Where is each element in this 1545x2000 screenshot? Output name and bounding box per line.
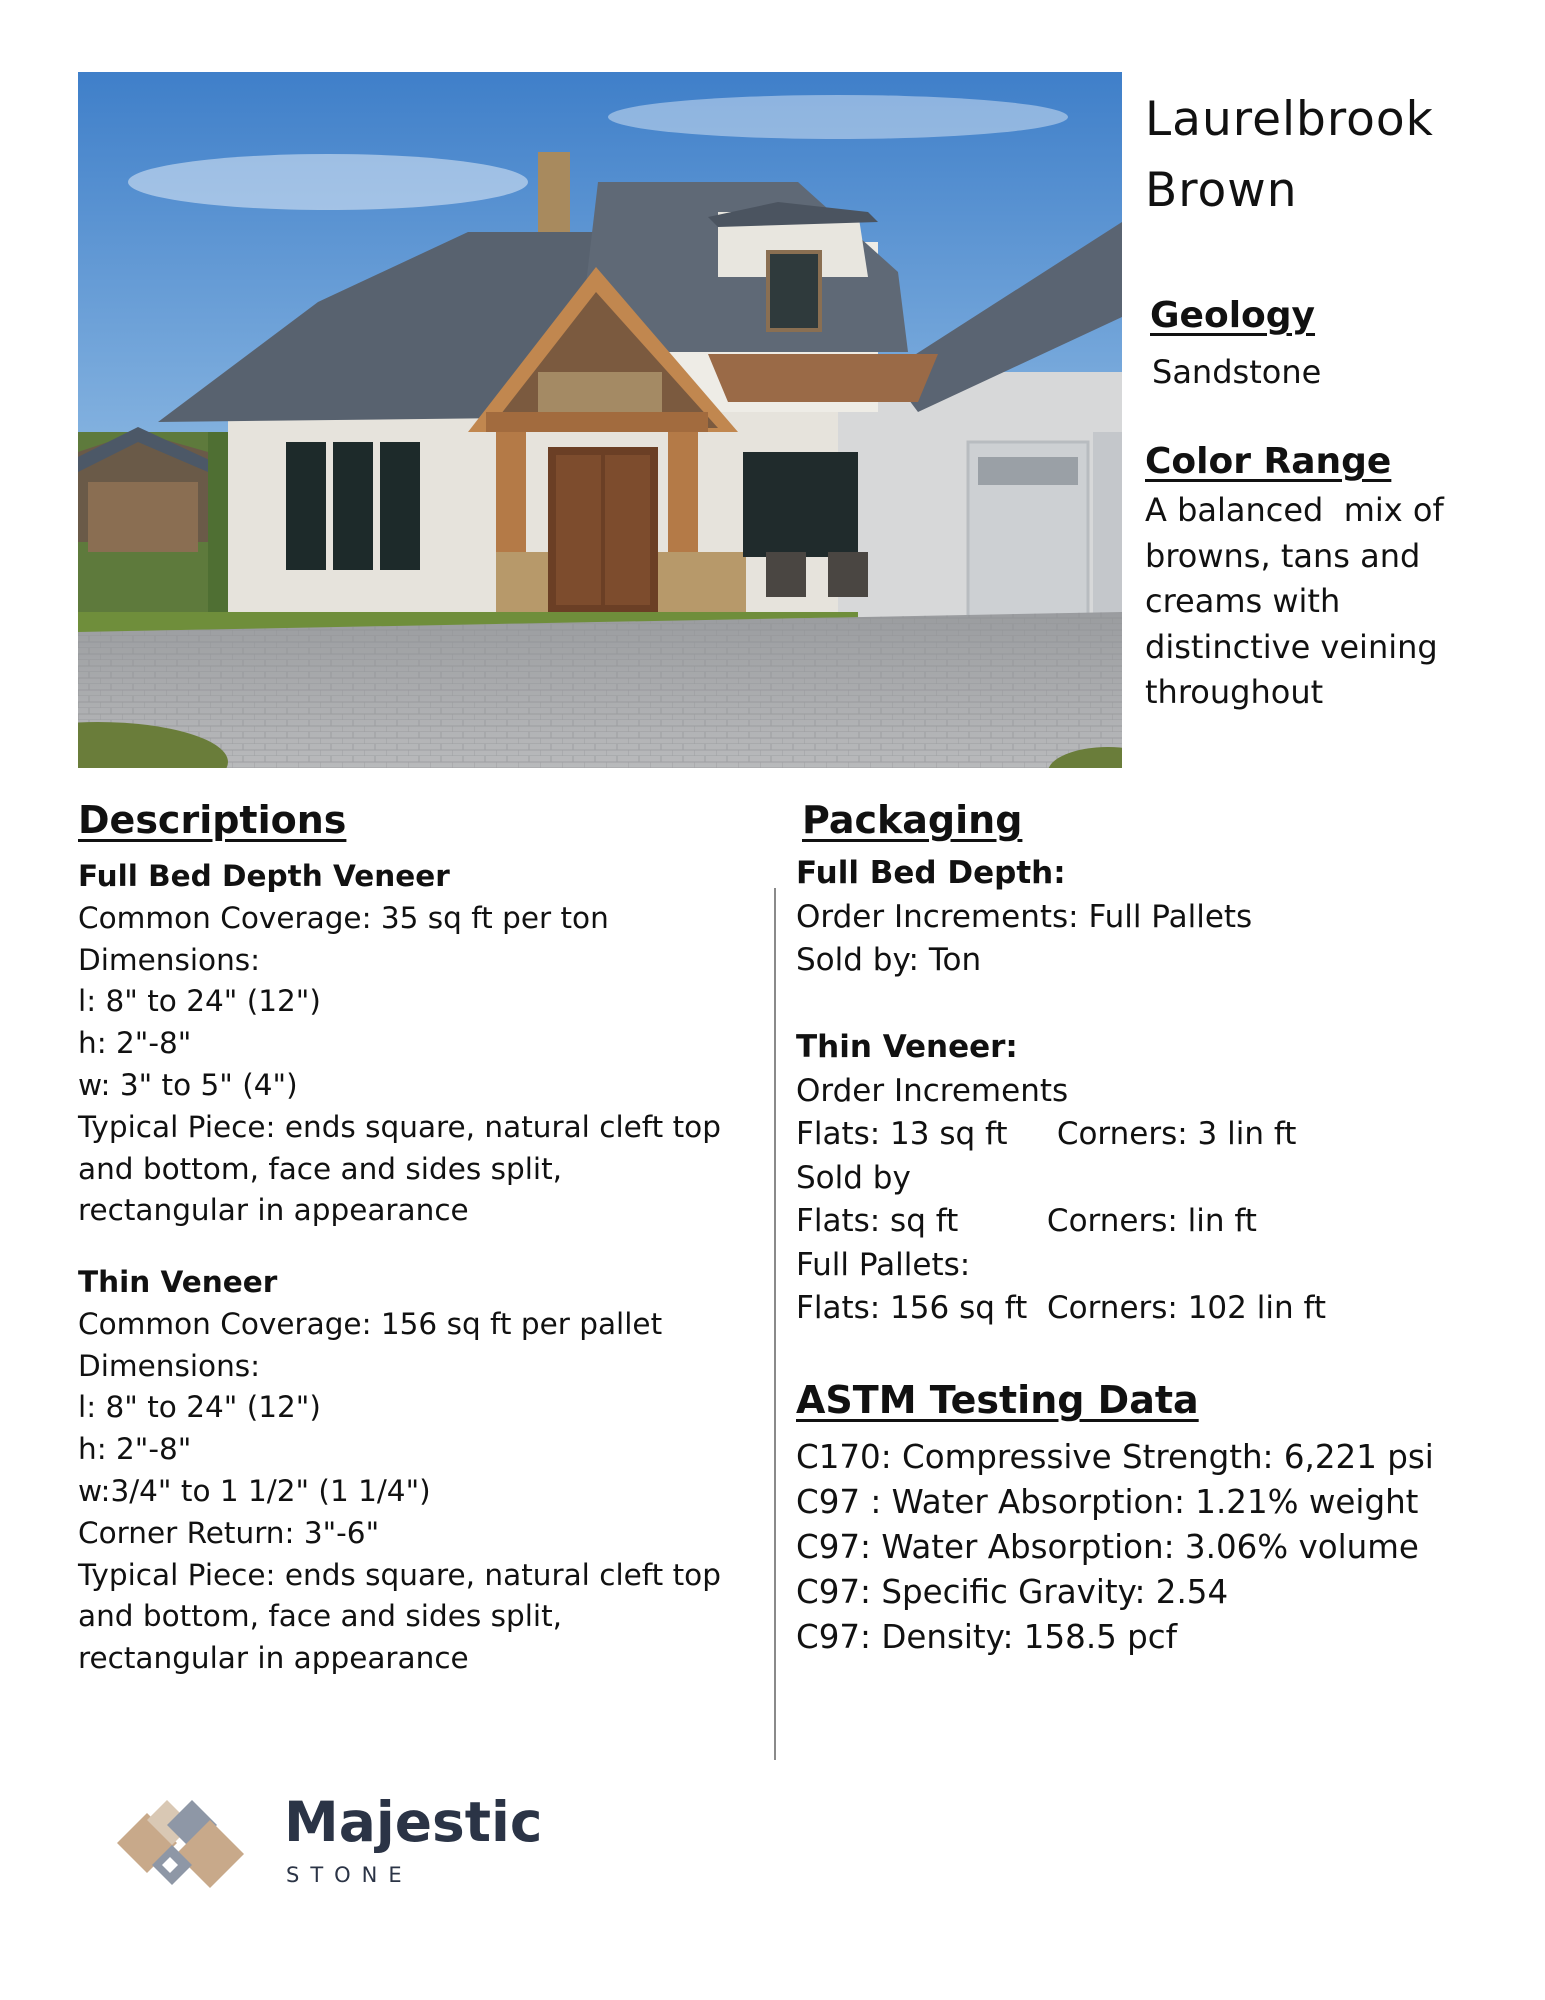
full-bed-description xyxy=(78,856,721,1232)
geology-value: Sandstone xyxy=(1152,353,1322,391)
thin-veneer-line: Common Coverage: 156 sq ft per pallet xyxy=(78,1306,663,1341)
astm-heading: ASTM Testing Data xyxy=(796,1378,1199,1422)
astm-line: C97: Density: 158.5 pcf xyxy=(796,1618,1178,1656)
thin-veneer-description xyxy=(78,1262,721,1680)
full-bed-line: rectangular in appearance xyxy=(78,1193,469,1228)
packaging-heading: Packaging xyxy=(802,798,1023,842)
thin-veneer-title: Thin Veneer xyxy=(78,1265,278,1299)
thin-veneer-line: Corner Return: 3"-6" xyxy=(78,1515,380,1550)
color-range-text xyxy=(1145,488,1535,716)
thin-veneer-line: and bottom, face and sides split, xyxy=(78,1599,563,1634)
astm-line: C170: Compressive Strength: 6,221 psi xyxy=(796,1438,1434,1476)
product-title-line-2: Brown xyxy=(1145,163,1298,218)
thin-veneer-line: l: 8" to 24" (12") xyxy=(78,1390,321,1425)
hero-house-photo xyxy=(78,72,1122,768)
packaging-thin-veneer-line: Order Increments xyxy=(796,1072,1069,1109)
thin-veneer-line: h: 2"-8" xyxy=(78,1432,192,1467)
packaging-thin-veneer-line: Full Pallets: xyxy=(796,1246,971,1283)
packaging-thin-veneer-line: Flats: sq ft Corners: lin ft xyxy=(796,1203,1257,1239)
astm-line: C97 : Water Absorption: 1.21% weight xyxy=(796,1483,1419,1521)
color-range-line: browns, tans and xyxy=(1145,536,1421,575)
packaging-thin-veneer-line: Sold by xyxy=(796,1159,911,1196)
packaging-thin-veneer-title: Thin Veneer: xyxy=(796,1029,1018,1065)
packaging-full-bed xyxy=(796,852,1252,983)
astm-line: C97: Water Absorption: 3.06% volume xyxy=(796,1528,1419,1566)
full-bed-line: Dimensions: xyxy=(78,942,261,977)
full-bed-line: w: 3" to 5" (4") xyxy=(78,1067,298,1102)
full-bed-line: h: 2"-8" xyxy=(78,1026,192,1061)
thin-veneer-line: rectangular in appearance xyxy=(78,1641,469,1676)
brand-sub: STONE xyxy=(286,1863,413,1887)
full-bed-line: Typical Piece: ends square, natural cleft top xyxy=(78,1109,721,1144)
full-bed-line: and bottom, face and sides split, xyxy=(78,1151,563,1186)
color-range-line: throughout xyxy=(1145,673,1324,711)
column-divider xyxy=(774,888,776,1760)
brand-name: Majestic xyxy=(284,1790,543,1854)
full-bed-line: l: 8" to 24" (12") xyxy=(78,984,321,1019)
packaging-thin-veneer-line: Flats: 156 sq ft Corners: 102 lin ft xyxy=(796,1290,1326,1326)
astm-line: C97: Specific Gravity: 2.54 xyxy=(796,1573,1229,1611)
brand-logo-mark xyxy=(112,1795,252,1895)
geology-heading: Geology xyxy=(1150,295,1316,336)
thin-veneer-line: w:3/4" to 1 1/2" (1 1/4") xyxy=(78,1473,431,1508)
packaging-full-bed-line: Sold by: Ton xyxy=(796,942,982,978)
thin-veneer-line: Typical Piece: ends square, natural cleft top xyxy=(78,1557,721,1592)
color-range-line: distinctive veining xyxy=(1145,627,1438,666)
packaging-thin-veneer xyxy=(796,1026,1326,1331)
packaging-full-bed-line: Order Increments: Full Pallets xyxy=(796,898,1253,935)
packaging-full-bed-title: Full Bed Depth: xyxy=(796,855,1066,891)
full-bed-title: Full Bed Depth Veneer xyxy=(78,859,450,893)
descriptions-heading: Descriptions xyxy=(78,798,347,842)
product-title-line-1: Laurelbrook xyxy=(1145,92,1434,147)
color-range-heading: Color Range xyxy=(1145,441,1392,482)
astm-data xyxy=(796,1435,1434,1660)
product-title xyxy=(1145,84,1525,226)
color-range-line: A balanced mix of xyxy=(1145,491,1444,529)
full-bed-line: Common Coverage: 35 sq ft per ton xyxy=(78,900,609,935)
thin-veneer-line: Dimensions: xyxy=(78,1348,261,1383)
color-range-line: creams with xyxy=(1145,582,1341,620)
packaging-thin-veneer-line: Flats: 13 sq ft Corners: 3 lin ft xyxy=(796,1116,1297,1152)
